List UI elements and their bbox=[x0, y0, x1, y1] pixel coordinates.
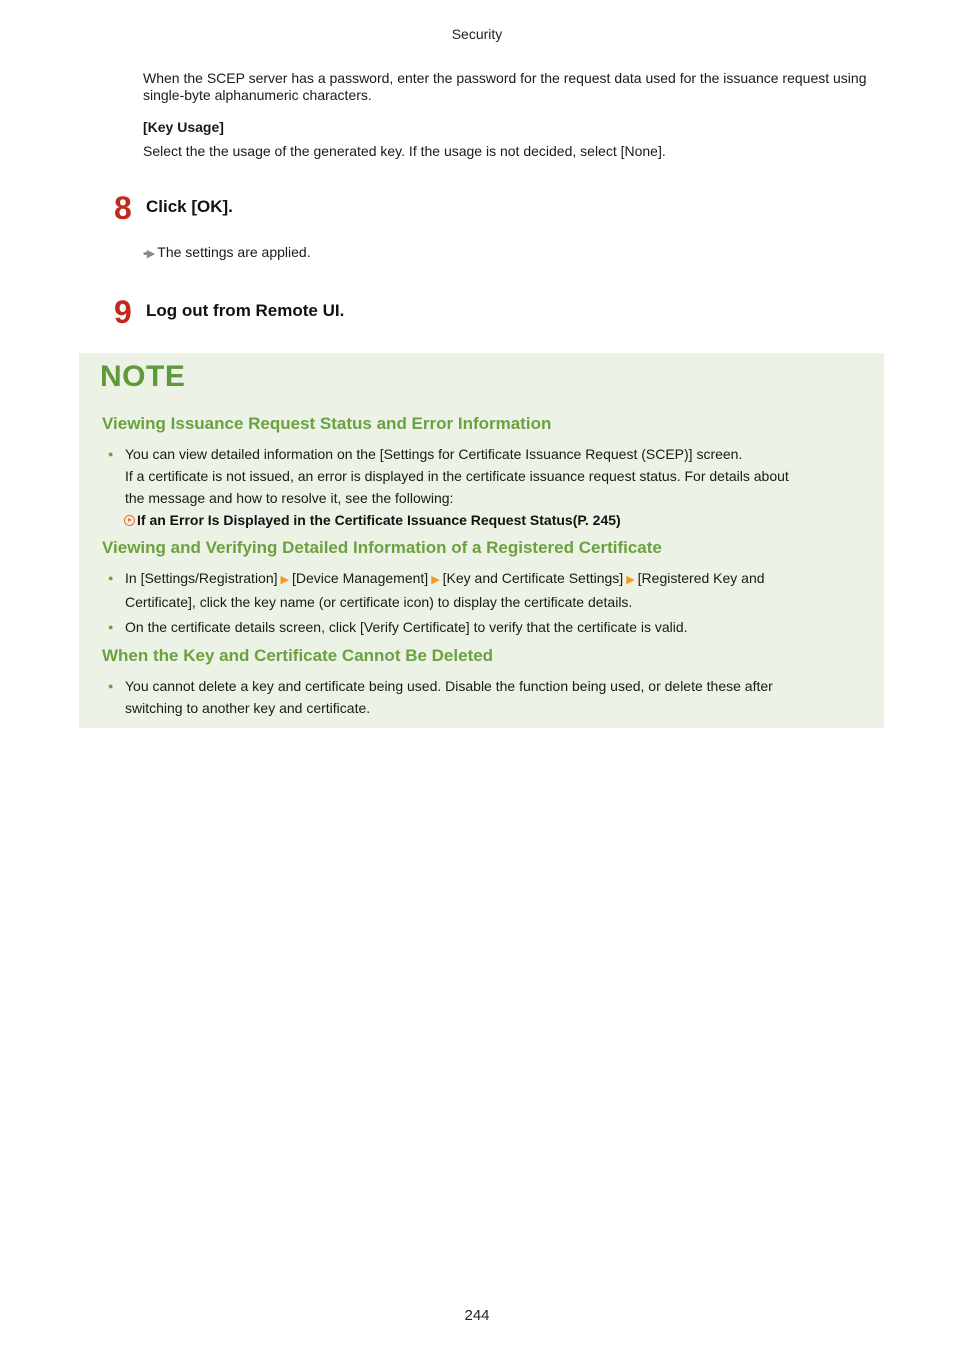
note-heading-cannot-delete: When the Key and Certificate Cannot Be Deleted bbox=[102, 646, 494, 665]
note-bullet-cannot-delete bbox=[125, 675, 865, 719]
error-status-link-text[interactable]: If an Error Is Displayed in the Certificate Issuance Request Status(P. 245) bbox=[137, 512, 621, 528]
page-number: 244 bbox=[464, 1307, 490, 1324]
note-heading-registered-certificate: Viewing and Verifying Detailed Information of a Registered Certificate bbox=[102, 538, 662, 557]
note-heading-issuance-status: Viewing Issuance Request Status and Error Information bbox=[102, 414, 552, 433]
bullet-icon: ● bbox=[108, 449, 114, 459]
triangle-right-icon: ▶ bbox=[431, 574, 440, 586]
key-usage-description: Select the the usage of the generated key. If the usage is not decided, select [None]. bbox=[143, 143, 666, 159]
path-registered-key: [Registered Key and bbox=[637, 570, 765, 586]
note-title: NOTE bbox=[100, 360, 186, 393]
triangle-right-icon: ▶ bbox=[626, 574, 635, 586]
bullet-icon: ● bbox=[108, 622, 114, 632]
step-8-title: Click [OK]. bbox=[146, 197, 233, 216]
path-settings-registration: In [Settings/Registration] bbox=[125, 570, 278, 586]
key-usage-label: [Key Usage] bbox=[143, 119, 224, 135]
bullet-line: switching to another key and certificate. bbox=[125, 700, 371, 716]
note-bullet-verify: On the certificate details screen, click [Verify Certificate] to verify that the certificate is valid. bbox=[125, 619, 688, 635]
link-arrow-icon bbox=[124, 515, 135, 526]
step-9-number: 9 bbox=[114, 294, 132, 330]
page-header: Security bbox=[451, 26, 503, 42]
bullet-line: the message and how to resolve it, see the following: bbox=[125, 490, 454, 506]
triangle-right-icon: ▶ bbox=[280, 574, 289, 586]
bullet-line: You can view detailed information on the [Settings for Certificate Issuance Request (SCEP)] screen. bbox=[125, 446, 743, 462]
bullet-line: Certificate], click the key name (or certificate icon) to display the certificate details. bbox=[125, 594, 633, 610]
bullet-line: If a certificate is not issued, an error is displayed in the certificate issuance request status. For details about bbox=[125, 468, 789, 484]
note-bullet-issuance bbox=[125, 443, 865, 531]
bullet-line bbox=[125, 567, 865, 591]
password-description: When the SCEP server has a password, enter the password for the request data used for the issuance request using single-byte alphanumeric characters. bbox=[143, 70, 867, 103]
error-status-link[interactable] bbox=[124, 509, 865, 531]
bullet-icon: ● bbox=[108, 573, 114, 583]
step-8-result bbox=[143, 244, 311, 263]
bullet-icon: ● bbox=[108, 681, 114, 691]
step-8-result-text: The settings are applied. bbox=[157, 244, 311, 260]
bullet-line: You cannot delete a key and certificate being used. Disable the function being used, or delete these after bbox=[125, 678, 773, 694]
path-key-certificate-settings: [Key and Certificate Settings] bbox=[442, 570, 624, 586]
path-device-management: [Device Management] bbox=[292, 570, 429, 586]
note-bullet-certificate-details bbox=[125, 567, 865, 613]
step-8-number: 8 bbox=[114, 190, 132, 226]
step-9-title: Log out from Remote UI. bbox=[146, 301, 345, 320]
result-arrow-icon: ▪▪▶ bbox=[143, 248, 154, 260]
